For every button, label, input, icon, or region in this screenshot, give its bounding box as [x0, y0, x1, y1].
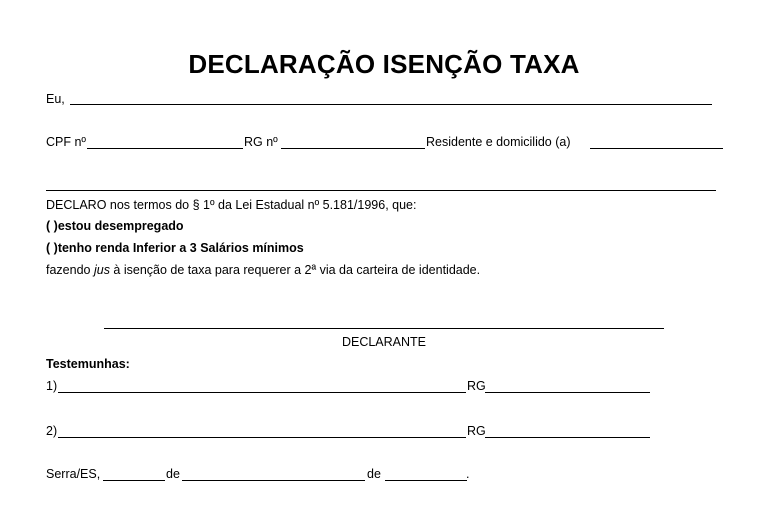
final-dot: .	[466, 467, 470, 481]
declarante-signature-line[interactable]	[104, 328, 664, 329]
address-field-line[interactable]	[46, 190, 716, 191]
witness-2-rg-label: RG	[467, 424, 486, 438]
rg-field-line[interactable]	[281, 148, 425, 149]
fazendo-after: à isenção de taxa para requerer a 2ª via da carteira de identidade.	[109, 263, 481, 277]
fazendo-text	[46, 262, 480, 278]
option-unemployed-label: estou desempregado	[57, 219, 184, 233]
witness-1-name-line[interactable]	[58, 392, 466, 393]
declarante-label: DECLARANTE	[341, 335, 427, 349]
month-field-line[interactable]	[182, 480, 365, 481]
witness-2-rg-line[interactable]	[485, 437, 650, 438]
year-field-line[interactable]	[385, 480, 467, 481]
declaro-text: DECLARO nos termos do § 1º da Lei Estadual nº 5.181/1996, que:	[46, 198, 417, 212]
document-title: DECLARAÇÃO ISENÇÃO TAXA	[188, 49, 580, 79]
witness-2-label: 2)	[46, 424, 58, 438]
witness-1-rg-line[interactable]	[485, 392, 650, 393]
option-low-income-checkbox[interactable]: ( )	[46, 241, 58, 255]
fazendo-before: fazendo	[46, 263, 94, 277]
eu-label: Eu,	[46, 92, 65, 106]
option-low-income-label: tenho renda Inferior a 3 Salários mínimos	[57, 241, 304, 255]
residente-field-line[interactable]	[590, 148, 723, 149]
fazendo-jus: jus	[93, 263, 110, 277]
residente-label: Residente e domicilido (a)	[426, 135, 571, 149]
de-label-2: de	[367, 467, 381, 481]
witness-1-rg-label: RG	[467, 379, 486, 393]
cpf-label: CPF nº	[46, 135, 86, 149]
option-unemployed[interactable]	[46, 218, 184, 234]
option-low-income[interactable]	[46, 240, 304, 256]
name-field-line[interactable]	[70, 104, 712, 105]
day-field-line[interactable]	[103, 480, 165, 481]
option-unemployed-checkbox[interactable]: ( )	[46, 219, 58, 233]
witness-1-label: 1)	[46, 379, 58, 393]
place-label: Serra/ES,	[46, 467, 101, 481]
de-label-1: de	[166, 467, 180, 481]
testemunhas-label: Testemunhas:	[46, 357, 130, 371]
witness-2-name-line[interactable]	[58, 437, 466, 438]
cpf-field-line[interactable]	[87, 148, 243, 149]
rg-label: RG nº	[244, 135, 278, 149]
